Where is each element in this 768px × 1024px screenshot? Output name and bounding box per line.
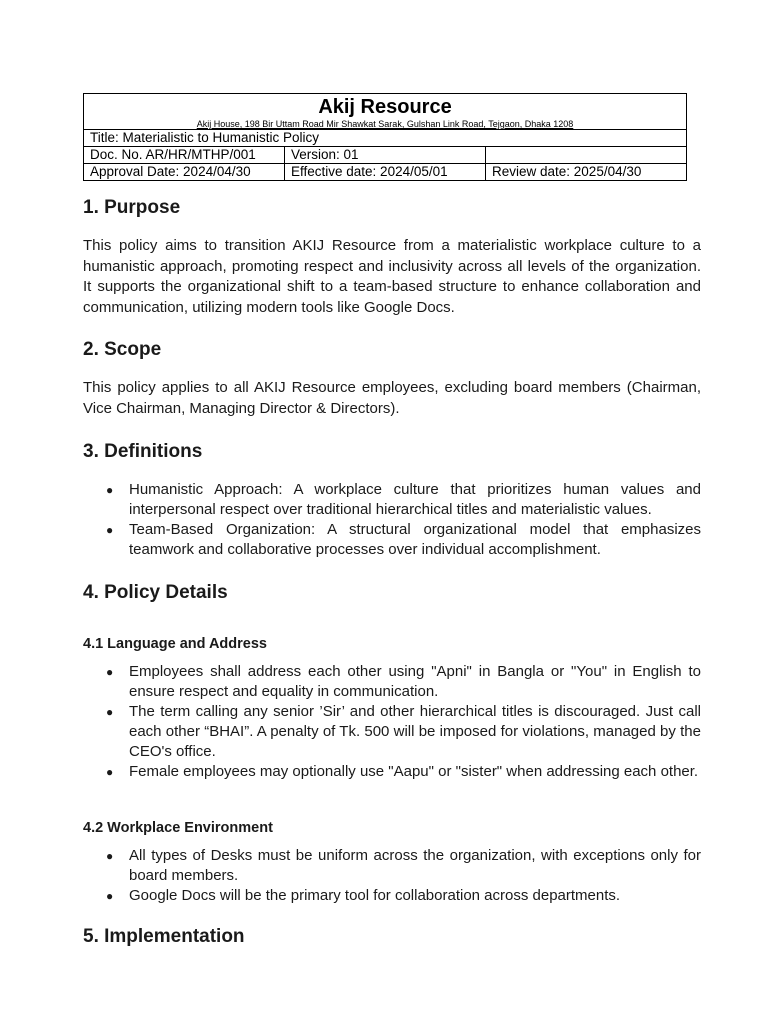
list-item: ● The term calling any senior ’Sir’ and other hierarchical titles is discouraged. Just call each other “BHAI”. A penalty of Tk. 500 will be imposed for violations, managed by the CEO's office. (106, 703, 701, 760)
version: Version: 01 (285, 147, 486, 164)
list-item: ● Team-Based Organization: A structural organizational model that emphasizes teamwork and collaborative processes over individual accomplishment. (106, 521, 701, 558)
language-list (83, 662, 701, 782)
document-header-table (83, 93, 687, 181)
workplace-heading: 4.2 Workplace Environment (83, 820, 273, 836)
section-implementation (83, 925, 701, 949)
company-cell (84, 94, 687, 130)
bullet-icon: ● (106, 765, 114, 779)
language-heading: 4.1 Language and Address (83, 636, 267, 652)
bullet-icon: ● (106, 483, 114, 497)
blank-cell (486, 147, 687, 164)
bullet-icon: ● (106, 889, 114, 903)
definitions-list (83, 480, 701, 560)
section-purpose (83, 196, 701, 318)
workplace-list (83, 846, 701, 906)
subsection-language (83, 634, 701, 782)
company-address: Akij House, 198 Bir Uttam Road Mir Shawkat Sarak, Gulshan Link Road, Tejgaon, Dhaka 1208 (196, 119, 574, 129)
list-item: ● Google Docs will be the primary tool for collaboration across departments. (106, 887, 621, 904)
bullet-icon: ● (106, 705, 114, 719)
purpose-text: This policy aims to transition AKIJ Resource from a materialistic workplace culture to a humanistic approach, promoting respect and inclusivity across all levels of the organization. It supports the organizational shift to a team-based structure to enhance collaboration and communication, utilizing modern tools like Google Docs. (83, 237, 701, 316)
company-name: Akij Resource (318, 96, 452, 118)
effective-date: Effective date: 2024/05/01 (285, 164, 486, 181)
section-scope (83, 338, 701, 419)
scope-text: This policy applies to all AKIJ Resource employees, excluding board members (Chairman, Vice Chairman, Managing Director & Directors). (83, 379, 701, 417)
scope-heading: 2. Scope (83, 339, 162, 360)
list-item: ● Female employees may optionally use "Aapu" or "sister" when addressing each other. (106, 763, 699, 780)
section-policy-details (83, 581, 701, 605)
definitions-heading: 3. Definitions (83, 441, 203, 462)
implementation-heading: 5. Implementation (83, 926, 245, 947)
bullet-icon: ● (106, 523, 114, 537)
subsection-workplace (83, 818, 701, 906)
list-item: ● All types of Desks must be uniform across the organization, with exceptions only for board members. (106, 847, 701, 884)
bullet-icon: ● (106, 849, 114, 863)
review-date: Review date: 2025/04/30 (486, 164, 687, 181)
doc-number: Doc. No. AR/HR/MTHP/001 (84, 147, 285, 164)
purpose-heading: 1. Purpose (83, 197, 181, 218)
list-item: ● Humanistic Approach: A workplace culture that prioritizes human values and interpersonal respect over traditional hierarchical titles and materialistic values. (106, 481, 701, 518)
approval-date: Approval Date: 2024/04/30 (84, 164, 285, 181)
list-item: ● Employees shall address each other using "Apni" in Bangla or "You" in English to ensure respect and equality in communication. (106, 663, 701, 700)
document-page (83, 93, 703, 947)
bullet-icon: ● (106, 665, 114, 679)
policy-title: Title: Materialistic to Humanistic Policy (84, 130, 687, 147)
policy-heading: 4. Policy Details (83, 582, 228, 603)
section-definitions (83, 440, 701, 560)
